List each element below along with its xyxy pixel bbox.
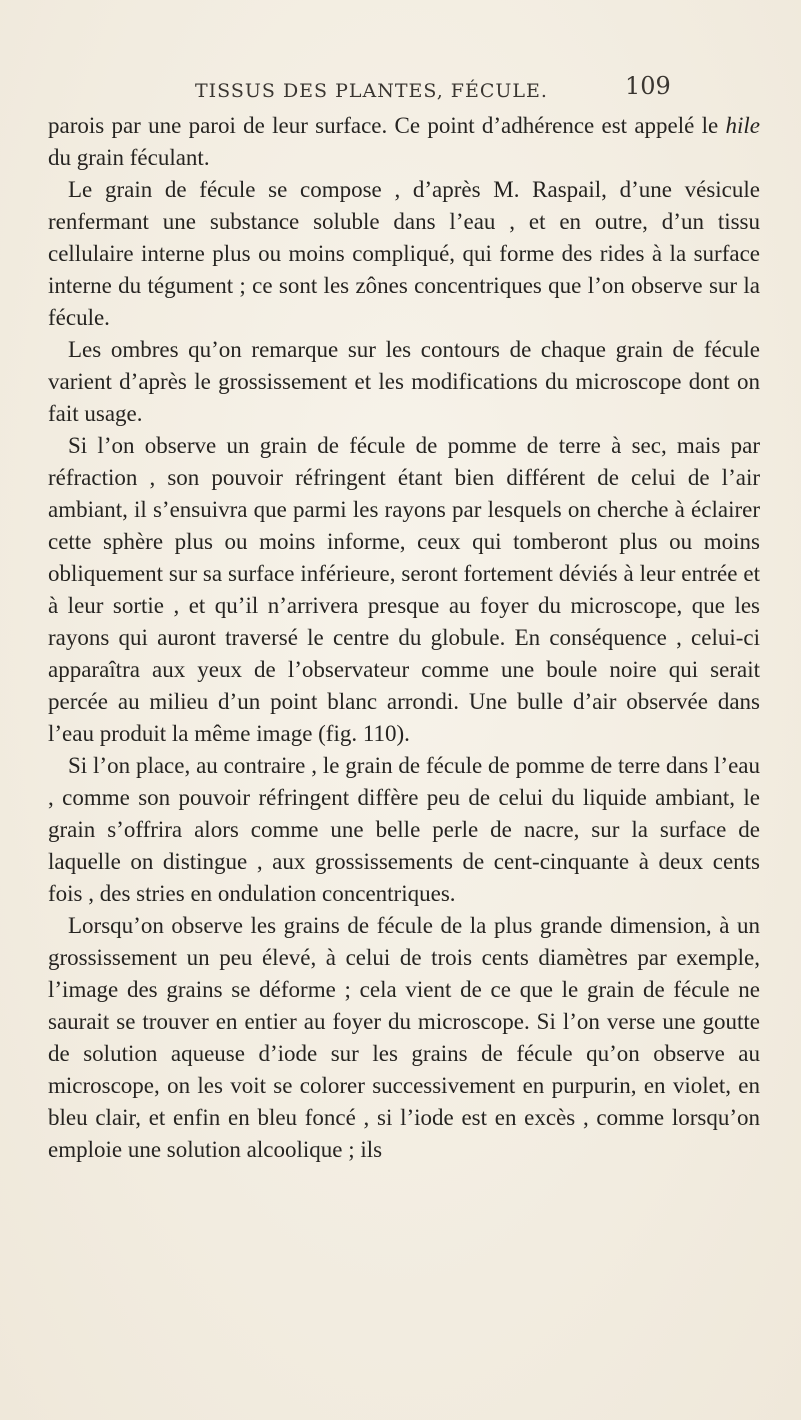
- paragraph-1-text-start: parois par une paroi de leur surface. Ce point d’adhérence est appelé le: [48, 113, 726, 138]
- paragraph-3: Les ombres qu’on remarque sur les contours de chaque grain de fécule varient d’après le grossissement et les modifications du microscope dont on fait usage.: [48, 337, 760, 426]
- paragraph-1: [48, 110, 760, 174]
- paragraph-2: Le grain de fécule se compose , d’après M. Raspail, d’une vésicule renfermant une substance soluble dans l’eau , et en outre, d’un tissu cellulaire interne plus ou moins compliqué, qui forme des rides à la surface interne du tégument ; ce sont les zônes concentriques que l’on observe sur la fécule.: [48, 177, 760, 330]
- paragraph-4: Si l’on observe un grain de fécule de pomme de terre à sec, mais par réfraction , son pouvoir réfringent étant bien différent de celui de l’air ambiant, il s’ensuivra que parmi les rayons par lesquels on cherche à éclairer cette sphère plus ou moins informe, ceux qui tomberont plus ou moins obliquement sur sa surface inférieure, seront fortement déviés à leur entrée et à leur sortie , et qu’il n’arrivera presque au foyer du microscope, que les rayons qui auront traversé le centre du globule. En conséquence , celui-ci apparaîtra aux yeux de l’observateur comme une boule noire qui serait percée au milieu d’un point blanc arrondi. Une bulle d’air observée dans l’eau produit la même image (fig. 110).: [48, 433, 760, 746]
- term-hile: hile: [725, 113, 760, 138]
- page-number: 109: [625, 72, 671, 100]
- running-head: TISSUS DES PLANTES, FÉCULE.: [195, 80, 548, 102]
- paragraph-6: Lorsqu’on observe les grains de fécule de la plus grande dimension, à un grossissement un peu élevé, à celui de trois cents diamètres par exemple, l’image des grains se déforme ; cela vient de ce que le grain de fécule ne saurait se trouver en entier au foyer du microscope. Si l’on verse une goutte de solution aqueuse d’iode sur les grains de fécule qu’on observe au microscope, on les voit se colorer successivement en purpurin, en violet, en bleu clair, et enfin en bleu foncé , si l’iode est en excès , comme lorsqu’on emploie une solution alcoolique ; ils: [48, 913, 760, 1162]
- paragraph-5: Si l’on place, au contraire , le grain de fécule de pomme de terre dans l’eau , comme son pouvoir réfringent diffère peu de celui du liquide ambiant, le grain s’offrira alors comme une belle perle de nacre, sur la surface de laquelle on distingue , aux grossissements de cent-cinquante à deux cents fois , des stries en ondulation concentriques.: [48, 753, 760, 906]
- paragraph-1-text-end: du grain féculant.: [48, 145, 210, 170]
- body-text: [48, 110, 760, 1166]
